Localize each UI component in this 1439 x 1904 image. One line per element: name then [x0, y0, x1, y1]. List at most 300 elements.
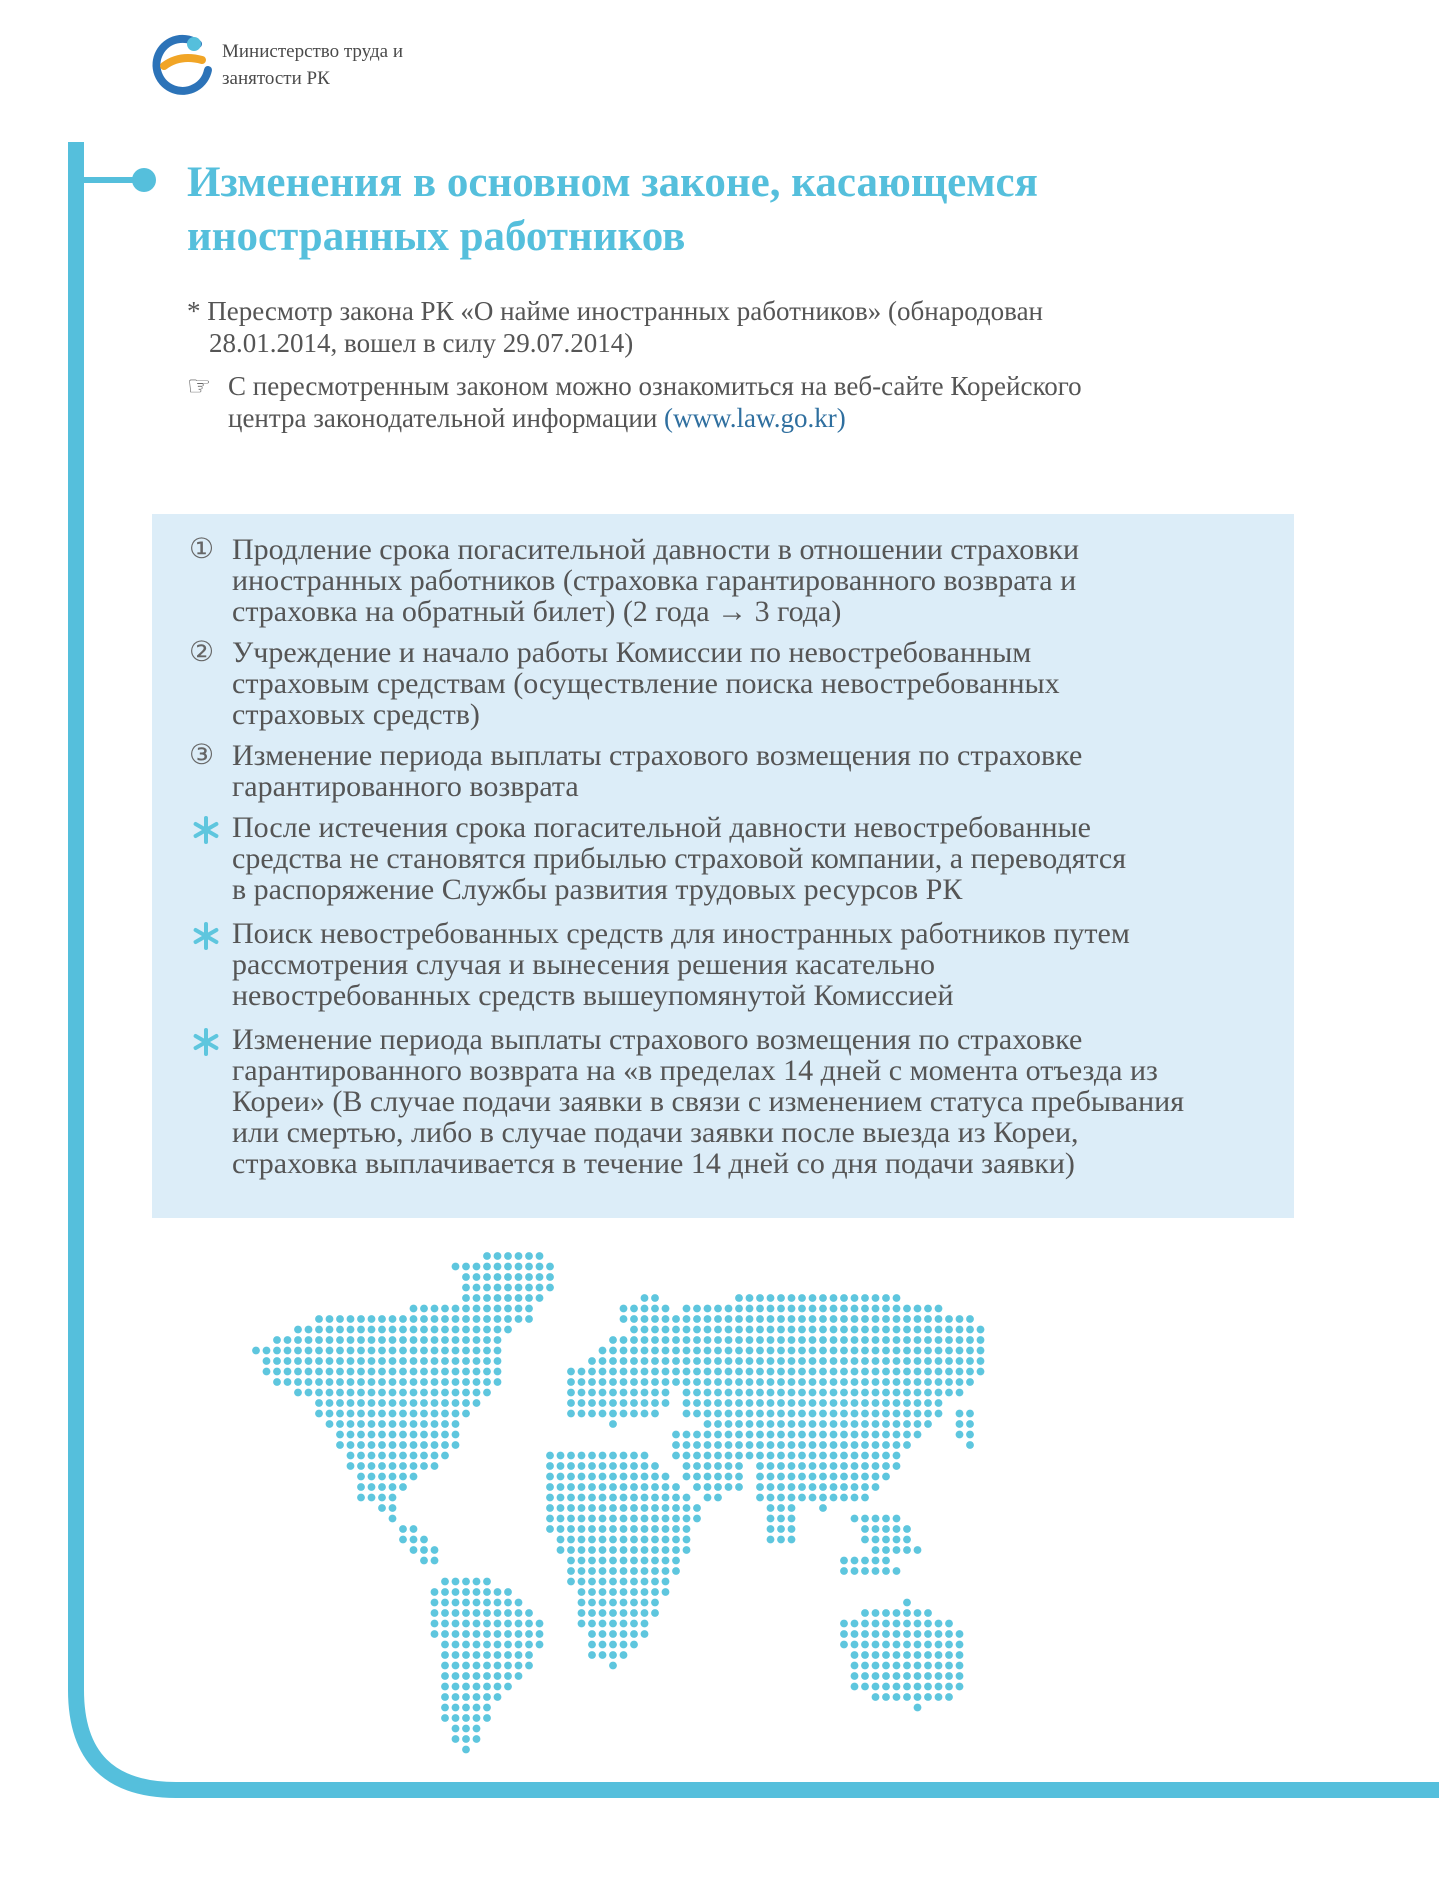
map-dot: [557, 1462, 565, 1470]
map-dot: [788, 1305, 796, 1313]
map-dot: [756, 1347, 764, 1355]
map-dot: [504, 1651, 512, 1659]
map-dot: [756, 1431, 764, 1439]
map-dot: [473, 1588, 481, 1596]
map-dot: [525, 1263, 533, 1271]
map-dot: [767, 1368, 775, 1376]
map-dot: [431, 1368, 439, 1376]
map-dot: [651, 1483, 659, 1491]
map-dot: [893, 1431, 901, 1439]
map-dot: [840, 1431, 848, 1439]
map-dot: [410, 1336, 418, 1344]
map-dot: [662, 1578, 670, 1586]
map-dot: [410, 1462, 418, 1470]
map-dot: [882, 1609, 890, 1617]
map-dot: [641, 1525, 649, 1533]
map-dot: [420, 1315, 428, 1323]
map-dot: [872, 1462, 880, 1470]
map-dot: [851, 1305, 859, 1313]
map-dot: [788, 1473, 796, 1481]
map-dot: [882, 1399, 890, 1407]
map-dot: [347, 1452, 355, 1460]
map-dot: [504, 1662, 512, 1670]
map-dot: [462, 1672, 470, 1680]
map-dot: [483, 1305, 491, 1313]
map-dot: [935, 1315, 943, 1323]
map-dot: [399, 1536, 407, 1544]
map-dot: [893, 1641, 901, 1649]
map-dot: [609, 1494, 617, 1502]
map-dot: [620, 1599, 628, 1607]
map-dot: [368, 1431, 376, 1439]
map-dot: [924, 1420, 932, 1428]
map-dot: [609, 1515, 617, 1523]
map-dot: [735, 1336, 743, 1344]
map-dot: [641, 1504, 649, 1512]
map-dot: [641, 1410, 649, 1418]
map-dot: [683, 1494, 691, 1502]
map-dot: [714, 1378, 722, 1386]
map-dot: [704, 1378, 712, 1386]
map-dot: [494, 1672, 502, 1680]
map-dot: [441, 1683, 449, 1691]
map-dot: [410, 1368, 418, 1376]
map-dot: [462, 1305, 470, 1313]
map-dot: [378, 1462, 386, 1470]
map-dot: [357, 1452, 365, 1460]
map-dot: [609, 1336, 617, 1344]
map-dot: [347, 1431, 355, 1439]
map-dot: [903, 1336, 911, 1344]
map-dot: [746, 1305, 754, 1313]
map-dot: [389, 1504, 397, 1512]
map-dot: [326, 1378, 334, 1386]
map-dot: [494, 1284, 502, 1292]
map-dot: [441, 1336, 449, 1344]
map-dot: [431, 1431, 439, 1439]
map-dot: [420, 1546, 428, 1554]
map-dot: [504, 1252, 512, 1260]
map-dot: [819, 1462, 827, 1470]
map-dot: [830, 1315, 838, 1323]
map-dot: [767, 1473, 775, 1481]
map-dot: [819, 1483, 827, 1491]
map-dot: [683, 1378, 691, 1386]
map-dot: [567, 1473, 575, 1481]
map-dot: [336, 1336, 344, 1344]
map-dot: [599, 1641, 607, 1649]
map-dot: [819, 1294, 827, 1302]
map-dot: [515, 1662, 523, 1670]
map-dot: [956, 1378, 964, 1386]
list-item: [189, 637, 1264, 730]
map-dot: [798, 1378, 806, 1386]
map-dot: [336, 1326, 344, 1334]
map-dot: [452, 1683, 460, 1691]
map-dot: [714, 1315, 722, 1323]
map-dot: [914, 1326, 922, 1334]
map-dot: [767, 1357, 775, 1365]
map-dot: [368, 1473, 376, 1481]
map-dot: [914, 1347, 922, 1355]
map-dot: [914, 1672, 922, 1680]
map-dot: [777, 1462, 785, 1470]
map-dot: [420, 1452, 428, 1460]
map-dot: [798, 1305, 806, 1313]
map-dot: [788, 1515, 796, 1523]
map-dot: [651, 1326, 659, 1334]
map-dot: [452, 1599, 460, 1607]
map-dot: [840, 1326, 848, 1334]
map-dot: [903, 1368, 911, 1376]
map-dot: [893, 1525, 901, 1533]
map-dot: [798, 1357, 806, 1365]
map-dot: [494, 1294, 502, 1302]
map-dot: [693, 1368, 701, 1376]
map-dot: [651, 1378, 659, 1386]
map-dot: [599, 1399, 607, 1407]
map-dot: [672, 1483, 680, 1491]
map-dot: [893, 1326, 901, 1334]
map-dot: [630, 1305, 638, 1313]
map-dot: [683, 1357, 691, 1365]
map-dot: [252, 1347, 260, 1355]
map-dot: [567, 1567, 575, 1575]
snowflake-bullet-icon: [191, 921, 221, 951]
map-dot: [725, 1410, 733, 1418]
map-dot: [735, 1389, 743, 1397]
map-dot: [777, 1441, 785, 1449]
map-dot: [588, 1462, 596, 1470]
map-dot: [473, 1704, 481, 1712]
map-dot: [756, 1462, 764, 1470]
map-dot: [452, 1672, 460, 1680]
map-dot: [294, 1347, 302, 1355]
map-dot: [840, 1347, 848, 1355]
map-dot: [851, 1483, 859, 1491]
map-dot: [840, 1452, 848, 1460]
map-dot: [861, 1536, 869, 1544]
map-dot: [641, 1357, 649, 1365]
map-dot: [410, 1441, 418, 1449]
map-dot: [515, 1651, 523, 1659]
map-dot: [620, 1651, 628, 1659]
map-dot: [441, 1578, 449, 1586]
list-item: [189, 534, 1264, 627]
map-dot: [756, 1399, 764, 1407]
map-dot: [357, 1410, 365, 1418]
map-dot: [746, 1368, 754, 1376]
map-dot: [966, 1420, 974, 1428]
map-dot: [525, 1273, 533, 1281]
map-dot: [903, 1693, 911, 1701]
map-dot: [651, 1578, 659, 1586]
map-dot: [851, 1567, 859, 1575]
map-dot: [840, 1410, 848, 1418]
map-dot: [452, 1378, 460, 1386]
map-dot: [798, 1347, 806, 1355]
map-dot: [347, 1420, 355, 1428]
map-dot: [746, 1315, 754, 1323]
changes-info-box: [152, 514, 1294, 1218]
map-dot: [473, 1284, 481, 1292]
map-dot: [756, 1368, 764, 1376]
map-dot: [378, 1504, 386, 1512]
map-dot: [809, 1431, 817, 1439]
map-dot: [767, 1494, 775, 1502]
map-dot: [462, 1357, 470, 1365]
map-dot: [693, 1441, 701, 1449]
map-dot: [452, 1662, 460, 1670]
map-dot: [357, 1483, 365, 1491]
map-dot: [378, 1357, 386, 1365]
map-dot: [620, 1609, 628, 1617]
map-dot: [798, 1452, 806, 1460]
map-dot: [441, 1347, 449, 1355]
map-dot: [683, 1347, 691, 1355]
map-dot: [767, 1420, 775, 1428]
map-dot: [483, 1620, 491, 1628]
map-dot: [777, 1473, 785, 1481]
map-dot: [462, 1326, 470, 1334]
map-dot: [672, 1357, 680, 1365]
map-dot: [704, 1420, 712, 1428]
map-dot: [924, 1357, 932, 1365]
map-dot: [557, 1494, 565, 1502]
map-dot: [431, 1336, 439, 1344]
map-dot: [830, 1431, 838, 1439]
map-dot: [903, 1399, 911, 1407]
map-dot: [882, 1546, 890, 1554]
map-dot: [893, 1546, 901, 1554]
map-dot: [630, 1599, 638, 1607]
map-dot: [368, 1441, 376, 1449]
map-dot: [441, 1431, 449, 1439]
map-dot: [956, 1357, 964, 1365]
map-dot: [872, 1336, 880, 1344]
map-dot: [662, 1315, 670, 1323]
map-dot: [651, 1473, 659, 1481]
map-dot: [851, 1389, 859, 1397]
map-dot: [588, 1557, 596, 1565]
map-dot: [861, 1609, 869, 1617]
map-dot: [294, 1378, 302, 1386]
map-dot: [798, 1389, 806, 1397]
map-dot: [452, 1305, 460, 1313]
map-dot: [882, 1462, 890, 1470]
map-dot: [651, 1462, 659, 1470]
map-dot: [420, 1410, 428, 1418]
map-dot: [851, 1410, 859, 1418]
map-dot: [347, 1368, 355, 1376]
map-dot: [599, 1588, 607, 1596]
map-dot: [462, 1399, 470, 1407]
map-dot: [735, 1294, 743, 1302]
map-dot: [494, 1693, 502, 1701]
map-dot: [483, 1693, 491, 1701]
map-dot: [336, 1357, 344, 1365]
map-dot: [473, 1389, 481, 1397]
map-dot: [347, 1357, 355, 1365]
snowflake-bullet-icon: [191, 1027, 221, 1057]
map-dot: [830, 1494, 838, 1502]
map-dot: [893, 1378, 901, 1386]
map-dot: [599, 1536, 607, 1544]
map-dot: [809, 1315, 817, 1323]
map-dot: [830, 1305, 838, 1313]
map-dot: [630, 1525, 638, 1533]
map-dot: [851, 1630, 859, 1638]
map-dot: [441, 1326, 449, 1334]
map-dot: [966, 1441, 974, 1449]
map-dot: [284, 1347, 292, 1355]
map-dot: [872, 1683, 880, 1691]
map-dot: [441, 1714, 449, 1722]
map-dot: [609, 1630, 617, 1638]
map-dot: [609, 1609, 617, 1617]
map-dot: [914, 1336, 922, 1344]
map-dot: [672, 1315, 680, 1323]
map-dot: [305, 1347, 313, 1355]
map-dot: [473, 1315, 481, 1323]
map-dot: [861, 1294, 869, 1302]
map-dot: [441, 1420, 449, 1428]
map-dot: [546, 1483, 554, 1491]
sub-list-item: [189, 918, 1264, 1011]
map-dot: [819, 1336, 827, 1344]
map-dot: [672, 1567, 680, 1575]
map-dot: [872, 1620, 880, 1628]
map-dot: [956, 1368, 964, 1376]
map-dot: [924, 1336, 932, 1344]
item-line: страховых средств): [232, 698, 480, 731]
map-dot: [851, 1368, 859, 1376]
map-dot: [725, 1483, 733, 1491]
map-dot: [704, 1462, 712, 1470]
map-dot: [809, 1294, 817, 1302]
map-dot: [620, 1557, 628, 1565]
map-dot: [578, 1536, 586, 1544]
map-dot: [399, 1347, 407, 1355]
map-dot: [378, 1410, 386, 1418]
map-dot: [714, 1368, 722, 1376]
map-dot: [452, 1357, 460, 1365]
map-dot: [914, 1315, 922, 1323]
map-dot: [347, 1410, 355, 1418]
map-dot: [567, 1536, 575, 1544]
map-dot: [735, 1357, 743, 1365]
map-dot: [525, 1630, 533, 1638]
map-dot: [315, 1357, 323, 1365]
map-dot: [746, 1389, 754, 1397]
map-dot: [830, 1368, 838, 1376]
map-dot: [935, 1683, 943, 1691]
map-dot: [483, 1284, 491, 1292]
map-dot: [483, 1609, 491, 1617]
map-dot: [357, 1431, 365, 1439]
map-dot: [704, 1494, 712, 1502]
map-dot: [557, 1452, 565, 1460]
map-dot: [588, 1452, 596, 1460]
map-dot: [452, 1315, 460, 1323]
map-dot: [630, 1641, 638, 1649]
map-dot: [305, 1326, 313, 1334]
map-dot: [315, 1326, 323, 1334]
map-dot: [546, 1452, 554, 1460]
map-dot: [903, 1378, 911, 1386]
map-dot: [609, 1525, 617, 1533]
law-website-link[interactable]: (www.law.go.kr): [664, 403, 846, 433]
map-dot: [630, 1462, 638, 1470]
map-dot: [494, 1620, 502, 1628]
map-dot: [399, 1389, 407, 1397]
ministry-logo: [150, 30, 403, 96]
map-dot: [494, 1336, 502, 1344]
map-dot: [420, 1368, 428, 1376]
map-dot: [683, 1326, 691, 1334]
map-dot: [893, 1567, 901, 1575]
map-dot: [483, 1683, 491, 1691]
map-dot: [704, 1483, 712, 1491]
map-dot: [588, 1651, 596, 1659]
map-dot: [662, 1473, 670, 1481]
map-dot: [473, 1735, 481, 1743]
map-dot: [861, 1452, 869, 1460]
map-dot: [903, 1431, 911, 1439]
item-line: После истечения срока погасительной давности невостребованные: [232, 811, 1091, 844]
map-dot: [830, 1410, 838, 1418]
map-dot: [273, 1357, 281, 1365]
map-dot: [294, 1368, 302, 1376]
map-dot: [504, 1672, 512, 1680]
map-dot: [777, 1368, 785, 1376]
map-dot: [546, 1273, 554, 1281]
map-dot: [410, 1389, 418, 1397]
map-dot: [683, 1389, 691, 1397]
map-dot: [851, 1378, 859, 1386]
item-line: в распоряжение Службы развития трудовых ресурсов РК: [232, 873, 963, 906]
map-dot: [557, 1504, 565, 1512]
map-dot: [378, 1452, 386, 1460]
map-dot: [326, 1399, 334, 1407]
map-dot: [609, 1399, 617, 1407]
map-dot: [725, 1473, 733, 1481]
map-dot: [861, 1368, 869, 1376]
item-line: Кореи» (В случае подачи заявки в связи с изменением статуса пребывания: [232, 1085, 1185, 1118]
map-dot: [641, 1536, 649, 1544]
map-dot: [683, 1452, 691, 1460]
map-dot: [620, 1567, 628, 1575]
map-dot: [462, 1651, 470, 1659]
map-dot: [914, 1609, 922, 1617]
map-dot: [956, 1326, 964, 1334]
map-dot: [284, 1336, 292, 1344]
map-dot: [431, 1399, 439, 1407]
map-dot: [767, 1389, 775, 1397]
map-dot: [599, 1557, 607, 1565]
map-dot: [872, 1536, 880, 1544]
map-dot: [305, 1368, 313, 1376]
map-dot: [893, 1683, 901, 1691]
map-dot: [893, 1315, 901, 1323]
map-dot: [609, 1662, 617, 1670]
map-dot: [693, 1326, 701, 1334]
map-dot: [483, 1378, 491, 1386]
map-dot: [872, 1305, 880, 1313]
map-dot: [431, 1452, 439, 1460]
map-dot: [662, 1389, 670, 1397]
map-dot: [431, 1315, 439, 1323]
